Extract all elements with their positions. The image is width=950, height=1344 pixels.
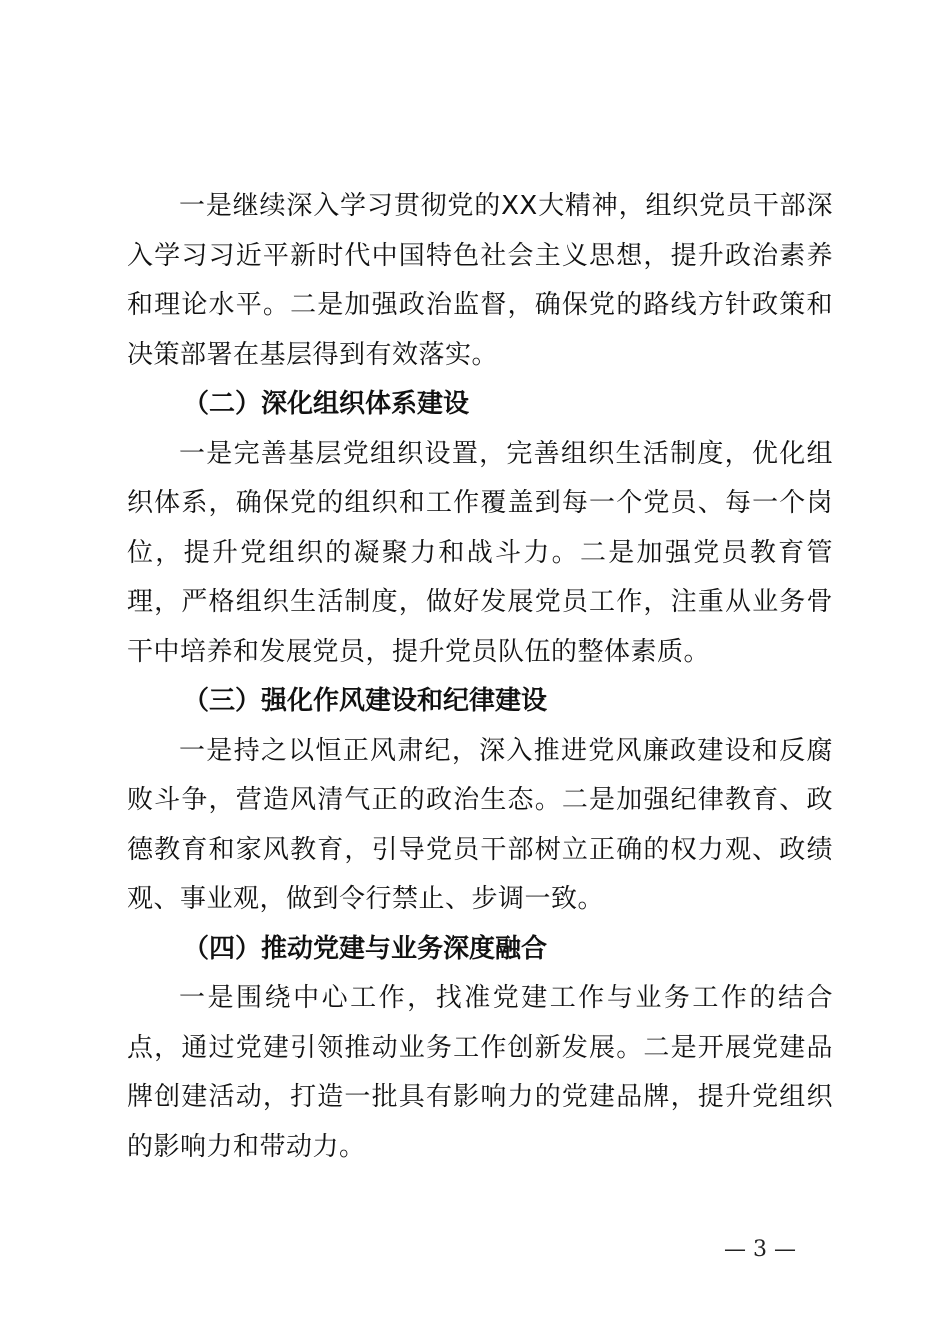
paragraph-conduct-discipline: 一是持之以恒正风肃纪，深入推进党风廉政建设和反腐败斗争，营造风清气正的政治生态。二是加强纪律教育、政德教育和家风教育，引导党员干部树立正确的权力观、政绩观、事业观，做到令行禁止、步调一致。	[127, 735, 833, 914]
section-heading-integration: （四）推动党建与业务深度融合	[183, 933, 548, 964]
section-heading-conduct-discipline: （三）强化作风建设和纪律建设	[183, 686, 548, 716]
paragraph-party-spirit: 一是继续深入学习贯彻党的XX大精神，组织党员干部深入学习习近平新时代中国特色社会主义思想，提升政治素养和理论水平。二是加强政治监督，确保党的路线方针政策和决策部署在基层得到有效落实。	[127, 191, 833, 370]
paragraph-integration: 一是围绕中心工作，找准党建工作与业务工作的结合点，通过党建引领推动业务工作创新发展。二是开展党建品牌创建活动，打造一批具有影响力的党建品牌，提升党组织的影响力和带动力。	[127, 983, 833, 1162]
section-heading-organization: （二）深化组织体系建设	[183, 389, 470, 419]
page-number: — 3 —	[724, 1237, 796, 1262]
document-body	[127, 182, 833, 1172]
paragraph-organization: 一是完善基层党组织设置，完善组织生活制度，优化组织体系，确保党的组织和工作覆盖到每一个党员、每一个岗位，提升党组织的凝聚力和战斗力。二是加强党员教育管理，严格组织生活制度，做好发展党员工作，注重从业务骨干中培养和发展党员，提升党员队伍的整体素质。	[127, 438, 833, 667]
